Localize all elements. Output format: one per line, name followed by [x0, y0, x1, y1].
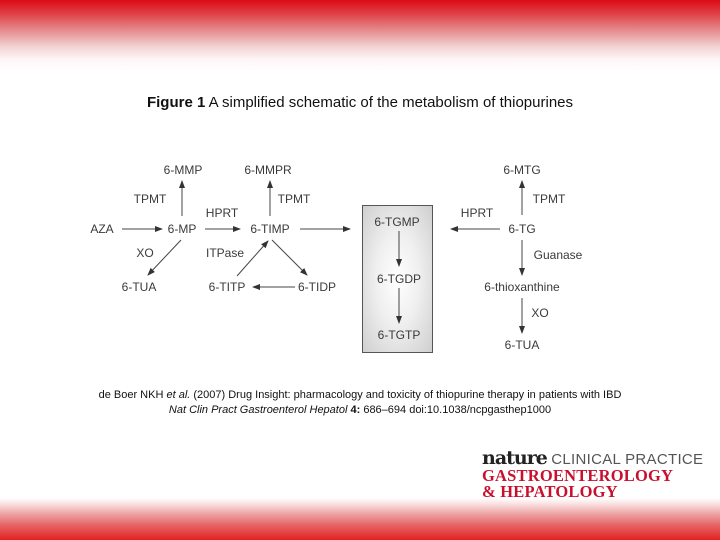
citation-line-2	[0, 404, 720, 416]
node-6-mp: 6-MP	[167, 222, 197, 236]
node-6-timp: 6-TIMP	[250, 222, 290, 236]
citation-line-1	[0, 389, 720, 401]
enzyme-tpmt-timp: TPMT	[277, 192, 311, 206]
node-6-titp: 6-TITP	[208, 280, 246, 294]
enzyme-hprt-mp: HPRT	[205, 206, 239, 220]
citation-journal: Nat Clin Pract Gastroenterol Hepatol	[168, 404, 348, 416]
citation-title: (2007) Drug Insight: pharmacology and toxicity of thiopurine therapy in patients with IBD	[190, 389, 622, 401]
logo-gastroenterology: GASTROENTEROLOGY	[482, 466, 674, 485]
enzyme-tpmt-tg: TPMT	[532, 192, 566, 206]
logo-nature-wordmark: nature	[482, 447, 547, 469]
arrow-timp-to-tidp	[272, 240, 307, 275]
citation-et-al: et al.	[166, 389, 191, 401]
node-6-tgtp: 6-TGTP	[377, 328, 421, 342]
node-aza: AZA	[90, 222, 114, 236]
node-6-thioxanthine: 6-thioxanthine	[484, 280, 560, 294]
enzyme-xo-right: XO	[531, 306, 549, 320]
node-6-tua-left: 6-TUA	[121, 280, 157, 294]
enzyme-itpase: ITPase	[205, 246, 245, 260]
journal-logo	[482, 447, 704, 501]
citation-volume: 4:	[347, 404, 361, 416]
enzyme-xo-left: XO	[136, 246, 154, 260]
node-6-tidp: 6-TIDP	[297, 280, 337, 294]
figure-caption: A simplified schematic of the metabolism of thiopurines	[205, 94, 574, 111]
logo-hepatology: & HEPATOLOGY	[482, 482, 618, 501]
figure-label: Figure 1	[146, 94, 206, 111]
enzyme-hprt-tg: HPRT	[460, 206, 494, 220]
node-6-tua-right: 6-TUA	[504, 338, 540, 352]
node-6-tgmp: 6-TGMP	[374, 215, 420, 229]
node-6-mmp: 6-MMP	[163, 163, 203, 177]
node-6-mmpr: 6-MMPR	[244, 163, 292, 177]
enzyme-guanase: Guanase	[533, 248, 583, 262]
node-6-tg: 6-TG	[508, 222, 536, 236]
node-6-tgdp: 6-TGDP	[376, 272, 422, 286]
citation-authors: de Boer NKH	[98, 389, 167, 401]
node-6-mtg: 6-MTG	[503, 163, 541, 177]
citation-pages-doi: 686–694 doi:10.1038/ncpgasthep1000	[360, 404, 552, 416]
logo-clinical-practice: CLINICAL PRACTICE	[551, 451, 704, 468]
enzyme-tpmt-mp: TPMT	[133, 192, 167, 206]
